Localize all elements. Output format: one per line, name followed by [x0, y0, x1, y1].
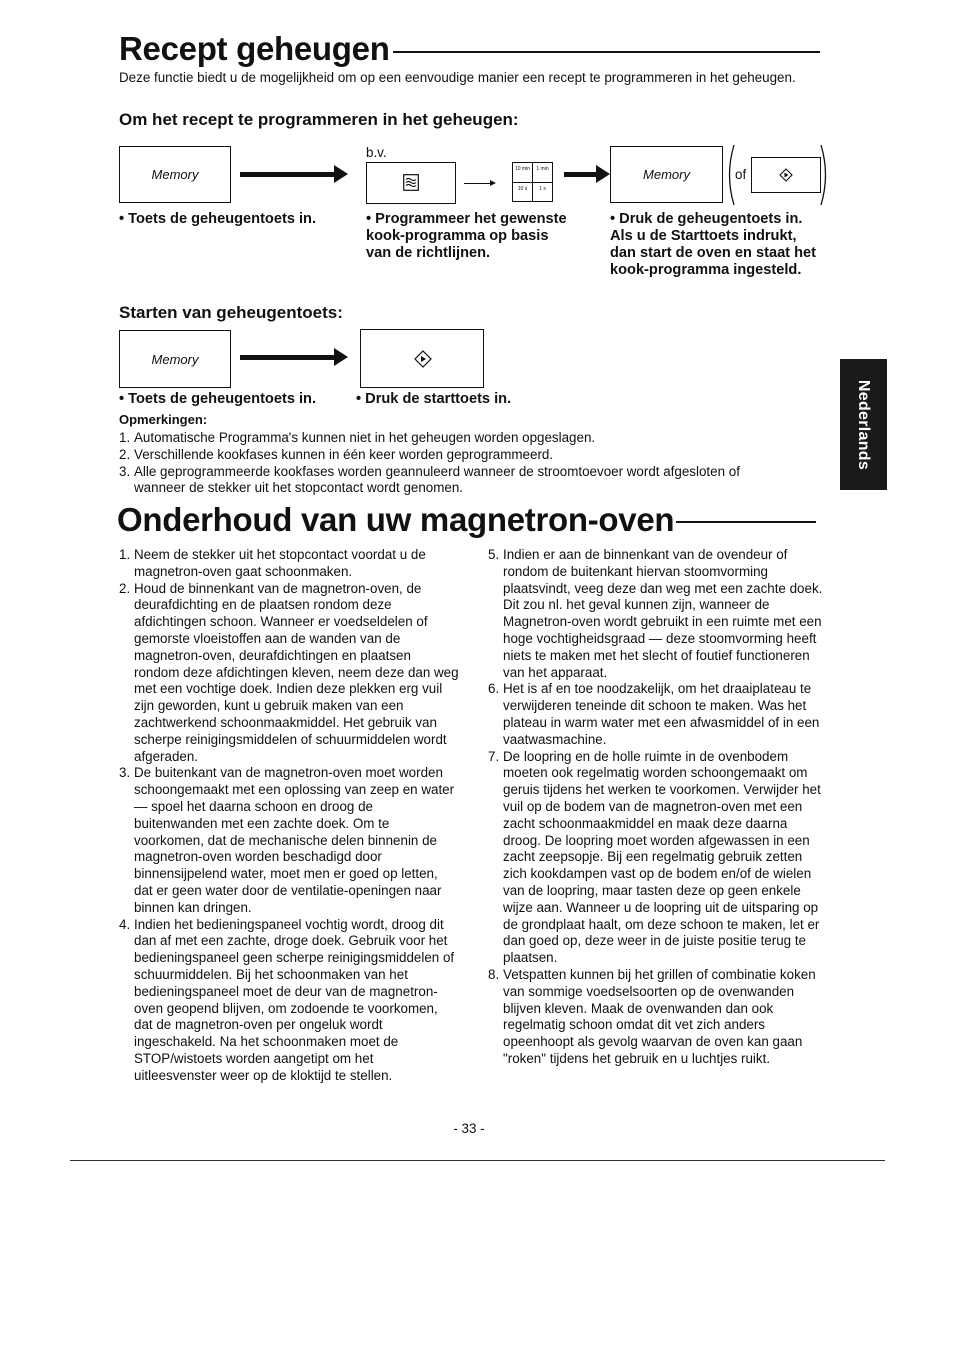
item-text: Automatische Programma's kunnen niet in het geheugen worden opgeslagen. — [134, 430, 596, 445]
item-number: 3. — [119, 765, 131, 781]
memory-key-2 — [610, 146, 723, 203]
list-item — [119, 547, 459, 581]
keypad-1s: 1 s — [539, 186, 546, 192]
item-number: 6. — [488, 681, 500, 697]
onderhoud-right-list — [488, 547, 828, 1068]
arrow-line-2 — [564, 172, 598, 177]
starten-title: Starten van geheugentoets: — [119, 303, 343, 322]
memory-key-label: Memory — [151, 351, 199, 367]
footer-rule — [70, 1160, 885, 1161]
page-number: - 33 - — [453, 1121, 485, 1136]
language-tab — [840, 359, 887, 490]
item-number: 7. — [488, 748, 500, 764]
memory-key-label: Memory — [151, 167, 199, 182]
list-item — [119, 581, 459, 766]
step-2-text: • Programmeer het gewenste kook-programma op basis van de richtlijnen. — [366, 211, 567, 261]
item-text: Verschillende kookfases kunnen in één keer worden geprogrammeerd. — [134, 446, 554, 462]
of-label: of — [735, 167, 747, 182]
arrow-line-3 — [240, 355, 334, 360]
bv-label: b.v. — [366, 145, 387, 160]
item-text: Indien er aan de binnenkant van de ovendeur of rondom de buitenkant hiervan stoomvorming plaatsvindt, veeg deze dan weg met een zachte doek. Dit zou nl. het geval kunnen zijn, wanneer de Magnetron-oven wordt gebruikt in een ruimte met een hoge vochtigheidsgraad — deze stoomvorming heeft niets te maken met het slecht of foutief functioneren van het apparaat. — [503, 547, 823, 680]
list-item — [119, 917, 459, 1085]
title-rule — [393, 51, 820, 53]
item-number: 8. — [488, 966, 500, 982]
list-item — [119, 765, 459, 916]
item-number: 2. — [119, 446, 131, 462]
item-number: 3. — [119, 463, 131, 479]
recept-subtitle: Om het recept te programmeren in het geheugen: — [119, 110, 519, 129]
item-number: 5. — [488, 547, 500, 562]
list-item — [119, 464, 789, 498]
item-text: De loopring en de holle ruimte in de ovenbodem moeten ook regelmatig worden schoongemaakt om geruis tijdens het werken te voorkomen. Verwijder het vuil op de bodem van de magnetron-oven met een zacht schoonmaakmiddel en maak deze daarna droog. De loopring moet worden afgewassen in een zacht zeepsopje. Bij een regelmatig gebruik zetten zich kookdampen vast op de bodem en/of de wielen van de loopring, maar tasten deze op geen enkele wijze aan. Wanneer u de loopring uit de uitsparing op de grondplaat haalt, om deze schoon te maken, let er dan goed op, deze weer in de juiste positie terug te plaatsen. — [503, 748, 821, 966]
item-number: 4. — [119, 916, 131, 932]
item-text: Houd de binnenkant van de magnetron-oven, de deurafdichting en de plaatsen rondom deze afdichtingen schoon. Wanneer er voedseldelen of gemorste vloeistoffen aan de wanden van de magnetron-oven, deurafdichtingen en plaatsen rondom deze afdichtingen kleven, neem deze dan weg met een vochtige doek. Indien deze plekken erg vuil zijn geworden, kunt u gebruik maken van een zachtwerkend schoonmaakmiddel. Het gebruik van scherpe reinigingsmiddelen of schuurmiddelen wordt afgeraden. — [134, 580, 459, 764]
list-item — [488, 547, 828, 681]
title-rule — [676, 521, 816, 523]
thin-arrow-icon — [490, 180, 496, 186]
keypad-10s: 10 s — [517, 186, 528, 192]
list-item — [488, 967, 828, 1068]
language-tab-label: Nederlands — [855, 379, 873, 470]
arrow-right-icon — [334, 165, 348, 183]
arrow-line — [240, 172, 334, 177]
onderhoud-left-list — [119, 547, 459, 1085]
time-keypad — [512, 162, 553, 202]
thin-arrow-line — [464, 183, 490, 184]
starten-step-1: • Toets de geheugentoets in. — [119, 391, 317, 407]
opmerkingen-list — [119, 430, 789, 497]
item-number: 1. — [119, 430, 131, 445]
item-number: 1. — [119, 547, 131, 562]
step-1-text: • Toets de geheugentoets in. — [119, 211, 317, 227]
start-icon — [779, 168, 793, 182]
close-paren — [819, 144, 831, 206]
section-title-recept: Recept geheugen — [119, 30, 390, 67]
start-key-small — [751, 157, 821, 193]
list-item — [488, 749, 828, 967]
list-item — [119, 430, 789, 447]
step-3-text: • Druk de geheugentoets in. Als u de Starttoets indrukt, dan start de oven en staat het kook-programma ingesteld. — [610, 211, 816, 278]
item-number: 2. — [119, 580, 131, 596]
item-text: Neem de stekker uit het stopcontact voordat u de magnetron-oven gaat schoonmaken. — [134, 547, 426, 579]
list-item — [119, 447, 789, 464]
start-key-large — [360, 329, 484, 388]
arrow-right-icon — [334, 348, 348, 366]
arrow-right-icon — [596, 165, 610, 183]
item-text: De buitenkant van de magnetron-oven moet worden schoongemaakt met een oplossing van zeep en water — spoel het daarna schoon en droog de buitenwanden met een zachte doek. Om te voorkomen, dat de mechanische delen binnenin de magnetron-oven worden beschadigd door binnensijpelend water, moet men er goed op letten, dat er geen water door de ventilatie-openingen naar binnen kan dringen. — [134, 765, 455, 915]
keypad-divider-h — [513, 182, 552, 183]
keypad-1min: 1 min — [536, 166, 549, 172]
item-text: Vetspatten kunnen bij het grillen of combinatie koken van sommige voedselsoorten op de ovenwanden blijven kleven. Maak de ovenwanden dan ook regelmatig schoon omdat dit vet zich anders opeenhoopt als gevolg waarvan de oven kan gaan "roken" tijdens het gebruik en u luchtjes ruikt. — [503, 966, 816, 1066]
section-title-onderhoud: Onderhoud van uw magnetron-oven — [117, 501, 675, 538]
starten-step-2: • Druk de starttoets in. — [356, 391, 512, 407]
memory-key-label: Memory — [643, 167, 690, 182]
start-icon — [414, 350, 432, 368]
item-text: Indien het bedieningspaneel vochtig wordt, droog dit dan af met een zachte, droge doek. Gebruik voor het bedieningspaneel geen scherpe reinigingsmiddelen of schuurmiddelen. Bij het schoonmaken van het bedieningspaneel moet de deur van de magnetron-oven geopend blijven, om zodoende te voorkomen, dat de magnetron-oven per ongeluk wordt ingeschakeld. Na het schoonmaken moet de STOP/wistoets worden aangetipt om het uitleesvenster weer op de kloktijd te stellen. — [134, 916, 455, 1083]
opmerkingen-title: Opmerkingen: — [119, 412, 208, 427]
keypad-10min: 10 min — [514, 166, 530, 172]
memory-key-3 — [119, 330, 231, 388]
memory-key — [119, 146, 231, 203]
list-item — [488, 681, 828, 748]
recept-intro: Deze functie biedt u de mogelijkheid om op een eenvoudige manier een recept te programmeren in het geheugen. — [119, 70, 796, 85]
microwave-power-icon — [403, 174, 419, 191]
item-text: Alle geprogrammeerde kookfases worden geannuleerd wanneer de stroomtoevoer wordt afgesloten of wanneer de stekker uit het stopcontact wordt genomen. — [134, 463, 740, 496]
program-key — [366, 162, 456, 204]
item-text: Het is af en toe noodzakelijk, om het draaiplateau te verwijderen teneinde dit schoon te maken. Was het plateau in warm water met een afwasmiddel of in een vaatwasmachine. — [503, 681, 820, 747]
